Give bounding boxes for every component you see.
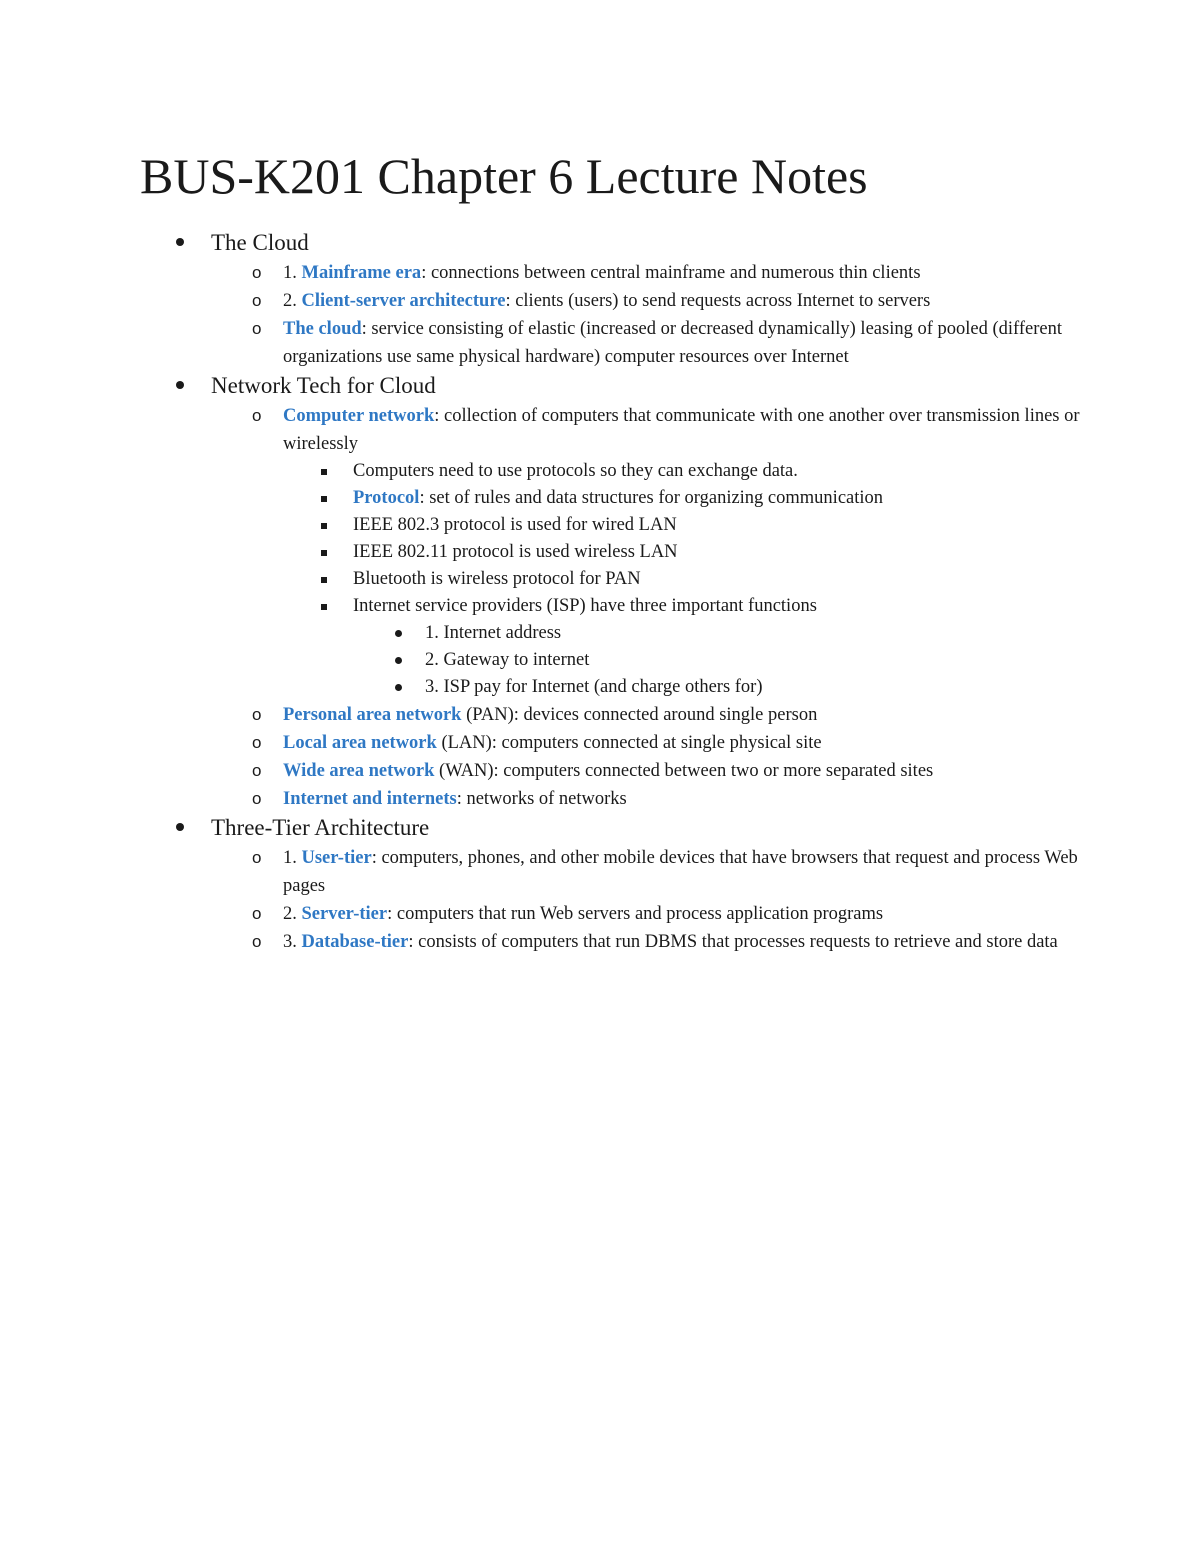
bullet-dot-icon bbox=[395, 630, 402, 637]
bullet-dot-icon bbox=[176, 238, 184, 246]
section-the-cloud bbox=[176, 228, 1096, 371]
bullet-dot-icon bbox=[176, 823, 184, 831]
item-prefix: 1. bbox=[283, 263, 302, 283]
item-text: : clients (users) to send requests across Internet to servers bbox=[505, 291, 931, 311]
item-text: IEEE 802.3 protocol is used for wired LAN bbox=[353, 515, 677, 535]
bullet-circle-icon: o bbox=[252, 932, 262, 951]
item-text: Bluetooth is wireless protocol for PAN bbox=[353, 569, 641, 589]
term: Wide area network bbox=[283, 761, 435, 781]
sub-sub-item bbox=[353, 647, 1096, 674]
term: Server-tier bbox=[301, 904, 388, 924]
bullet-square-icon bbox=[321, 523, 327, 529]
list-item bbox=[211, 701, 1096, 729]
bullet-circle-icon: o bbox=[252, 263, 262, 282]
sub-item bbox=[283, 566, 1096, 593]
section-items bbox=[211, 259, 1096, 371]
item-prefix: 2. bbox=[283, 904, 302, 924]
sub-item bbox=[283, 539, 1096, 566]
term: Mainframe era bbox=[301, 263, 422, 283]
item-text: : computers that run Web servers and process application programs bbox=[387, 904, 884, 924]
sub-sub-item bbox=[353, 674, 1096, 701]
bullet-circle-icon: o bbox=[252, 733, 262, 752]
item-text: IEEE 802.11 protocol is used wireless LAN bbox=[353, 542, 678, 562]
list-item bbox=[211, 315, 1096, 371]
item-text: 1. Internet address bbox=[425, 623, 562, 643]
sub-item bbox=[283, 458, 1096, 485]
bullet-circle-icon: o bbox=[252, 705, 262, 724]
item-text: (PAN): devices connected around single person bbox=[461, 705, 818, 725]
sub-sub-item bbox=[353, 620, 1096, 647]
list-item bbox=[211, 287, 1096, 315]
term: Local area network bbox=[283, 733, 437, 753]
sub-item bbox=[283, 485, 1096, 512]
item-text: (WAN): computers connected between two or more separated sites bbox=[434, 761, 934, 781]
bullet-square-icon bbox=[321, 577, 327, 583]
term: Client-server architecture bbox=[301, 291, 506, 311]
bullet-circle-icon: o bbox=[252, 291, 262, 310]
list-item bbox=[211, 259, 1096, 287]
section-heading: Network Tech for Cloud bbox=[211, 373, 436, 398]
list-item bbox=[211, 900, 1096, 928]
list-item bbox=[211, 402, 1096, 701]
item-text: : service consisting of elastic (increased or decreased dynamically) leasing of pooled (different organizations use same physical hardware) computer resources over Internet bbox=[283, 319, 1062, 367]
bullet-square-icon bbox=[321, 550, 327, 556]
item-text: : collection of computers that communicate with one another over transmission lines or wirelessly bbox=[283, 406, 1080, 454]
list-item bbox=[211, 729, 1096, 757]
item-prefix: 3. bbox=[283, 932, 302, 952]
section-heading: The Cloud bbox=[211, 230, 309, 255]
bullet-square-icon bbox=[321, 496, 327, 502]
section-items bbox=[211, 844, 1096, 956]
list-item bbox=[211, 757, 1096, 785]
item-text: Computers need to use protocols so they can exchange data. bbox=[353, 461, 798, 481]
item-text: : consists of computers that run DBMS that processes requests to retrieve and store data bbox=[408, 932, 1058, 952]
list-item bbox=[211, 844, 1096, 900]
bullet-dot-icon bbox=[176, 381, 184, 389]
section-network-tech bbox=[176, 371, 1096, 813]
item-text: : set of rules and data structures for organizing communication bbox=[419, 488, 884, 508]
term: Protocol bbox=[353, 488, 420, 508]
page-title: BUS-K201 Chapter 6 Lecture Notes bbox=[140, 148, 868, 204]
item-text: : computers, phones, and other mobile devices that have browsers that request and process Web pages bbox=[283, 848, 1078, 896]
bullet-dot-icon bbox=[395, 684, 402, 691]
term: Internet and internets bbox=[283, 789, 457, 809]
bullet-circle-icon: o bbox=[252, 848, 262, 867]
item-text: 3. ISP pay for Internet (and charge others for) bbox=[425, 677, 763, 697]
item-text: Internet service providers (ISP) have three important functions bbox=[353, 596, 817, 616]
section-three-tier bbox=[176, 813, 1096, 956]
term: Database-tier bbox=[301, 932, 409, 952]
item-text: (LAN): computers connected at single physical site bbox=[436, 733, 822, 753]
sub-item bbox=[283, 512, 1096, 539]
list-item bbox=[211, 928, 1096, 956]
bullet-circle-icon: o bbox=[252, 406, 262, 425]
bullet-square-icon bbox=[321, 604, 327, 610]
bullet-circle-icon: o bbox=[252, 789, 262, 808]
sub-item bbox=[283, 593, 1096, 701]
term: User-tier bbox=[301, 848, 372, 868]
bullet-dot-icon bbox=[395, 657, 402, 664]
item-text: : connections between central mainframe and numerous thin clients bbox=[421, 263, 921, 283]
item-text: : networks of networks bbox=[456, 789, 627, 809]
bullet-circle-icon: o bbox=[252, 319, 262, 338]
item-prefix: 1. bbox=[283, 848, 302, 868]
term: The cloud bbox=[283, 319, 362, 339]
term: Computer network bbox=[283, 406, 435, 426]
sub-sub-list bbox=[353, 620, 1096, 701]
sub-list bbox=[283, 458, 1096, 701]
bullet-circle-icon: o bbox=[252, 761, 262, 780]
outline-list bbox=[176, 228, 1096, 956]
item-prefix: 2. bbox=[283, 291, 302, 311]
bullet-square-icon bbox=[321, 469, 327, 475]
item-text: 2. Gateway to internet bbox=[425, 650, 590, 670]
section-heading: Three-Tier Architecture bbox=[211, 815, 430, 840]
bullet-circle-icon: o bbox=[252, 904, 262, 923]
term: Personal area network bbox=[283, 705, 462, 725]
list-item bbox=[211, 785, 1096, 813]
section-items bbox=[211, 402, 1096, 813]
